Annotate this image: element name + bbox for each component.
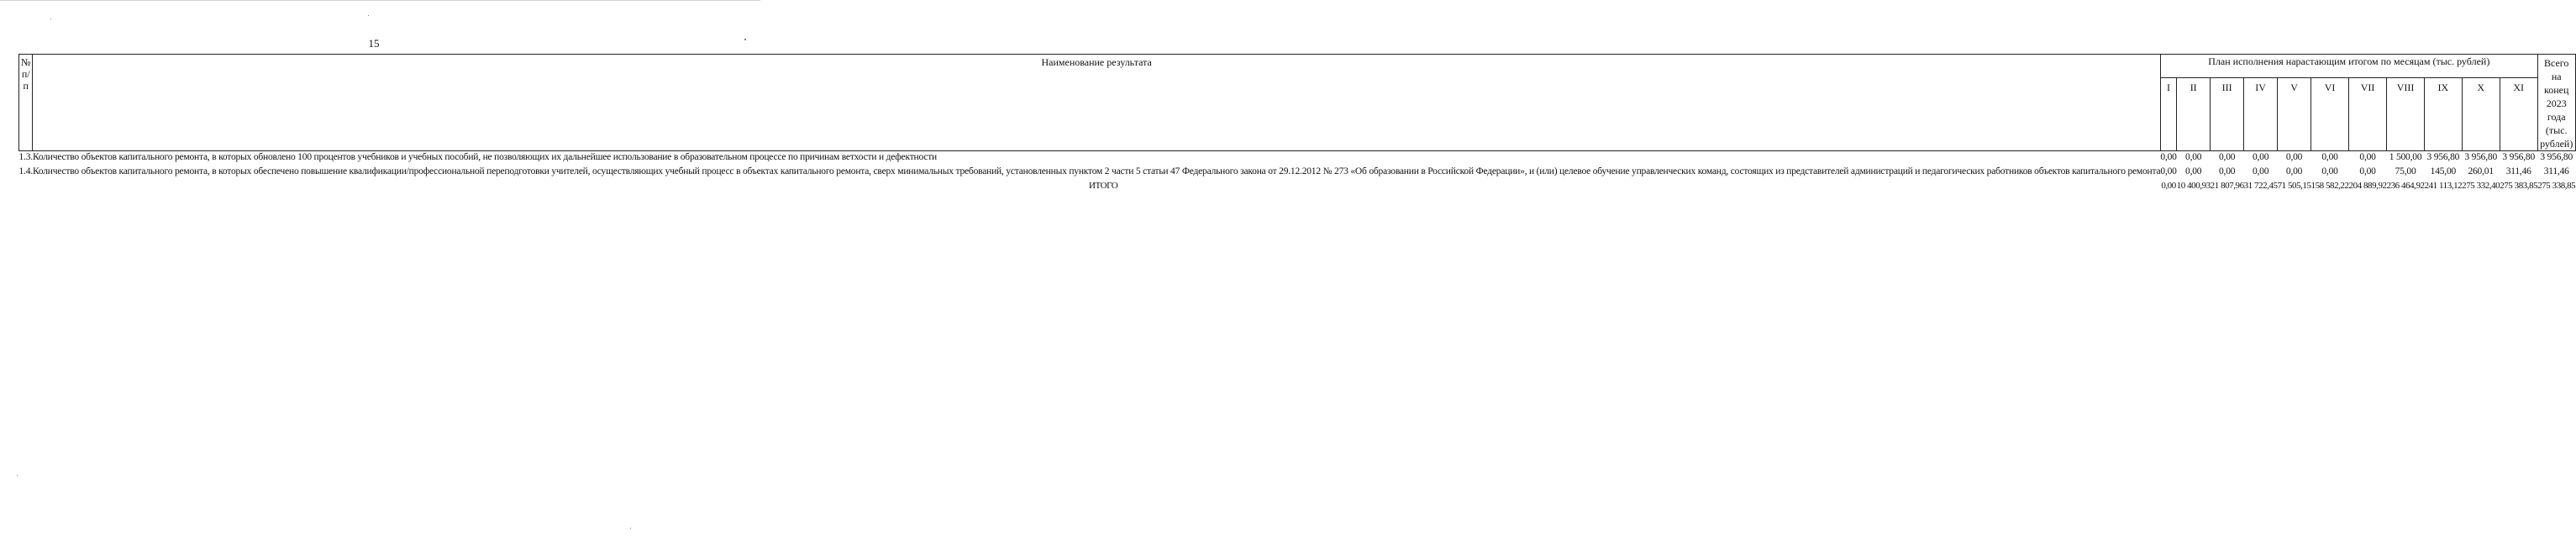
month-value: 3 956,80: [2426, 152, 2460, 162]
header-month: X: [2462, 78, 2500, 151]
scan-speck: [17, 475, 18, 476]
header-plan: План исполнения нарастающим итогом по месяцам (тыс. рублей): [2160, 55, 2537, 78]
month-value: 0,00: [2285, 166, 2303, 176]
total-month-value: 275 332,40: [2462, 181, 2500, 191]
month-value: 0,00: [2359, 152, 2376, 162]
row-description: Количество объектов капитального ремонта, в которых обеспечено повышение квалификации/профессиональной переподготовки учителей, осуществляющих учебный процесс в объектах капитального ремонта, сверх минимальных требований, установленных пунктом 2 части 5 статьи 47 Федерального закона от 29.12.2012 № 273 «Об образовании в Российской Федерации», и (или) целевое обучение управленческих команд, состоящих из представителей администраций и педагогических работников объектов капитального ремонта: [32, 166, 2161, 176]
row-index: 1.3.: [18, 152, 33, 162]
total-month-value: 236 464,92: [2386, 181, 2425, 191]
row-total: 3 956,80: [2540, 152, 2573, 162]
header-month: V: [2278, 78, 2311, 151]
month-value: 0,00: [2252, 166, 2269, 176]
page-top-edge: [0, 0, 760, 1]
scan-speck: [744, 39, 746, 40]
header-row-number: № п/п: [19, 55, 33, 151]
header-month: IV: [2244, 78, 2278, 151]
header-month: III: [2211, 78, 2244, 151]
scan-speck: [630, 528, 631, 529]
total-month-value: 241 113,12: [2424, 181, 2463, 191]
month-value: 260,01: [2468, 166, 2494, 176]
month-value: 0,00: [2252, 152, 2269, 162]
total-row: [19, 177, 2576, 192]
header-month: VII: [2349, 78, 2387, 151]
total-month-value: 158 582,22: [2311, 181, 2349, 191]
month-value: 0,00: [2185, 152, 2202, 162]
header-month: VI: [2311, 78, 2349, 151]
total-month-value: 0,00: [2161, 181, 2176, 191]
month-value: 0,00: [2218, 152, 2236, 162]
month-value: 1 500,00: [2389, 152, 2422, 162]
total-month-value: 31 722,45: [2243, 181, 2278, 191]
page-number: 15: [368, 37, 380, 50]
month-value: 0,00: [2185, 166, 2202, 176]
total-month-value: 204 889,92: [2348, 181, 2387, 191]
month-value: 0,00: [2160, 166, 2177, 176]
month-value: 145,00: [2430, 166, 2457, 176]
scan-speck: [50, 18, 51, 19]
header-result-name: Наименование результата: [33, 55, 2160, 151]
total-month-value: 10 400,93: [2176, 181, 2211, 191]
header-month: XI: [2500, 78, 2537, 151]
month-value: 0,00: [2321, 152, 2338, 162]
total-month-value: 71 505,15: [2277, 181, 2311, 191]
header-month: VIII: [2387, 78, 2425, 151]
header-year-total: Всего на конец 2023 года (тыс. рублей): [2537, 55, 2575, 151]
row-description: Количество объектов капитального ремонта, в которых обновлено 100 процентов учебников и учебных пособий, не позволяющих их дальнейшее использование в образовательном процессе по причинам ветхости и дефектности: [32, 152, 937, 162]
table-row: [19, 151, 2576, 164]
month-value: 311,46: [2505, 166, 2531, 176]
month-value: 0,00: [2285, 152, 2303, 162]
month-value: 0,00: [2218, 166, 2236, 176]
row-index: 1.4.: [18, 166, 33, 176]
total-label: ИТОГО: [1089, 181, 1118, 191]
month-value: 0,00: [2321, 166, 2338, 176]
month-value: 75,00: [2395, 166, 2416, 176]
total-month-value: 21 807,96: [2210, 181, 2244, 191]
header-month: II: [2177, 78, 2211, 151]
header-month: I: [2160, 78, 2176, 151]
month-value: 3 956,80: [2502, 152, 2536, 162]
grand-total: 275 338,85: [2537, 181, 2576, 191]
month-value: 0,00: [2160, 152, 2177, 162]
plan-table: [18, 54, 2576, 192]
scan-speck: [368, 15, 369, 16]
table-row: [19, 164, 2576, 178]
header-month: IX: [2425, 78, 2463, 151]
row-total: 311,46: [2543, 166, 2569, 176]
total-month-value: 275 383,85: [2500, 181, 2538, 191]
month-value: 0,00: [2359, 166, 2376, 176]
month-value: 3 956,80: [2464, 152, 2497, 162]
